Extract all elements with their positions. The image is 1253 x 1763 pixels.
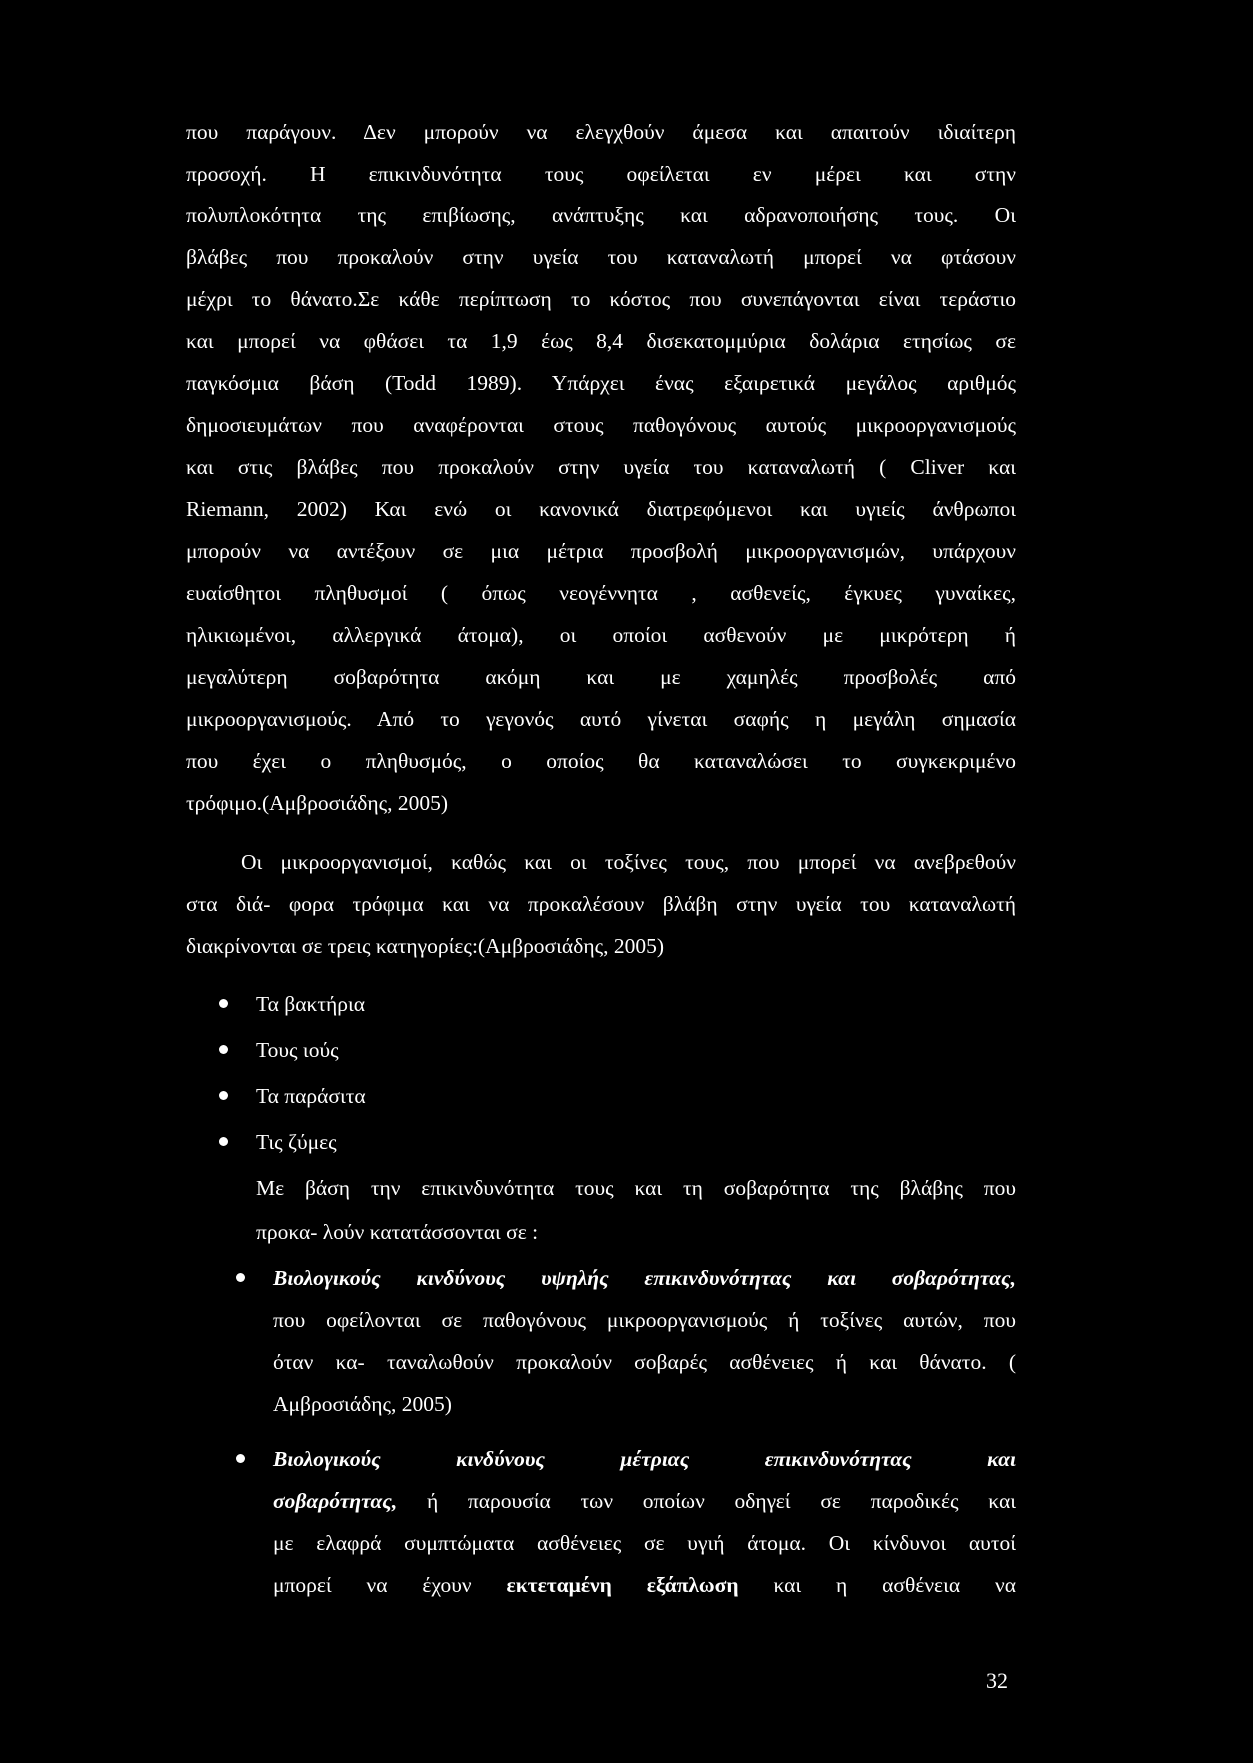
hazard-2-title-line-2: σοβαρότητας, [273,1489,398,1513]
paragraph-1-line-7: παγκόσμια βάση (Todd 1989). Υπάρχει ένας εξαιρετικά μεγάλος αριθμός [186,371,1016,395]
paragraph-1-line-17: τρόφιμο.(Αμβροσιάδης, 2005) [186,791,449,815]
paragraph-1-line-6: και μπορεί να φθάσει τα 1,9 έως 8,4 δισεκατομμύρια δολάρια ετησίως σε [186,329,1016,353]
paragraph-3-line-1: Με βάση την επικινδυνότητα τους και τη σοβαρότητα της βλάβης που [256,1176,1016,1200]
paragraph-1-line-15: μικροοργανισμούς. Από το γεγονός αυτό γίνεται σαφής η μεγάλη σημασία [186,707,1016,731]
bullet-icon [219,1091,228,1100]
paragraph-1-line-16: που έχει ο πληθυσμός, ο οποίος θα καταναλώσει το συγκεκριμένο [186,749,1016,773]
paragraph-3-line-2: προκα- λούν κατατάσσονται σε : [256,1220,539,1244]
bullet-icon [236,1273,245,1282]
bullet-icon [219,999,228,1008]
hazard-2-line-4-bold: εκτεταμένη εξάπλωση [506,1573,739,1597]
hazard-1-line-2: όταν κα- ταναλωθούν προκαλούν σοβαρές ασθένειες ή και θάνατο. ( [273,1350,1016,1374]
hazard-2-line-4-pre: μπορεί να έχουν [273,1573,507,1597]
paragraph-1-line-5: μέχρι το θάνατο.Σε κάθε περίπτωση το κόστος που συνεπάγονται είναι τεράστιο [186,287,1016,311]
paragraph-1-line-9: και στις βλάβες που προκαλούν στην υγεία του καταναλωτή ( Cliver και [186,455,1016,479]
hazard-1-line-1: που οφείλονται σε παθογόνους μικροοργανισμούς ή τοξίνες αυτών, που [273,1308,1016,1332]
paragraph-1-line-2: προσοχή. Η επικινδυνότητα τους οφείλεται εν μέρει και στην [186,162,1016,186]
hazard-1-line-3: Αμβροσιάδης, 2005) [273,1392,452,1416]
paragraph-2-line-1: Οι μικροοργανισμοί, καθώς και οι τοξίνες τους, που μπορεί να ανεβρεθούν [241,850,1016,874]
paragraph-1-line-3: πολυπλοκότητα της επιβίωσης, ανάπτυξης και αδρανοποιήσης τους. Οι [186,203,1016,227]
hazard-2-line-4-post: και η ασθένεια να [738,1573,1017,1597]
paragraph-1-line-4: βλάβες που προκαλούν στην υγεία του καταναλωτή μπορεί να φτάσουν [186,245,1016,269]
paragraph-1-line-11: μπορούν να αντέξουν σε μια μέτρια προσβολή μικροοργανισμών, υπάρχουν [186,539,1016,563]
paragraph-1-line-12: ευαίσθητοι πληθυσμοί ( όπως νεογέννητα , ασθενείς, έγκυες γυναίκες, [186,581,1016,605]
paragraph-2-line-3: διακρίνονται σε τρεις κατηγορίες:(Αμβροσιάδης, 2005) [186,934,664,958]
category-item: Τις ζύμες [256,1130,337,1154]
paragraph-1-line-14: μεγαλύτερη σοβαρότητα ακόμη και με χαμηλές προσβολές από [186,665,1016,689]
paragraph-1-line-1: που παράγουν. Δεν μπορούν να ελεγχθούν άμεσα και απαιτούν ιδιαίτερη [186,120,1016,144]
category-item: Τους ιούς [256,1038,339,1062]
category-item: Τα βακτήρια [256,992,365,1016]
paragraph-1-line-13: ηλικιωμένοι, αλλεργικά άτομα), οι οποίοι ασθενούν με μικρότερη ή [186,623,1016,647]
hazard-2-line-2 [273,1487,1016,1515]
hazard-2-title-line-1: Βιολογικούς κινδύνους μέτριας επικινδυνότητας και [273,1447,1016,1471]
hazard-2-line-2-text: ή παρουσία των οποίων οδηγεί σε παροδικές και [397,1489,1016,1513]
hazard-2-line-3: με ελαφρά συμπτώματα ασθένειες σε υγιή άτομα. Οι κίνδυνοι αυτοί [273,1531,1016,1555]
bullet-icon [236,1454,245,1463]
category-item: Τα παράσιτα [256,1084,366,1108]
hazard-1-title: Βιολογικούς κινδύνους υψηλής επικινδυνότητας και σοβαρότητας, [273,1266,1016,1290]
page-number: 32 [986,1668,1008,1693]
hazard-2-line-4 [273,1571,1016,1599]
bullet-icon [219,1137,228,1146]
paragraph-1-line-10: Riemann, 2002) Και ενώ οι κανονικά διατρεφόμενοι και υγιείς άνθρωποι [186,497,1016,521]
paragraph-2-line-2: στα διά- φορα τρόφιμα και να προκαλέσουν βλάβη στην υγεία του καταναλωτή [186,892,1016,916]
paragraph-1-line-8: δημοσιευμάτων που αναφέρονται στους παθογόνους αυτούς μικροοργανισμούς [186,413,1016,437]
bullet-icon [219,1045,228,1054]
